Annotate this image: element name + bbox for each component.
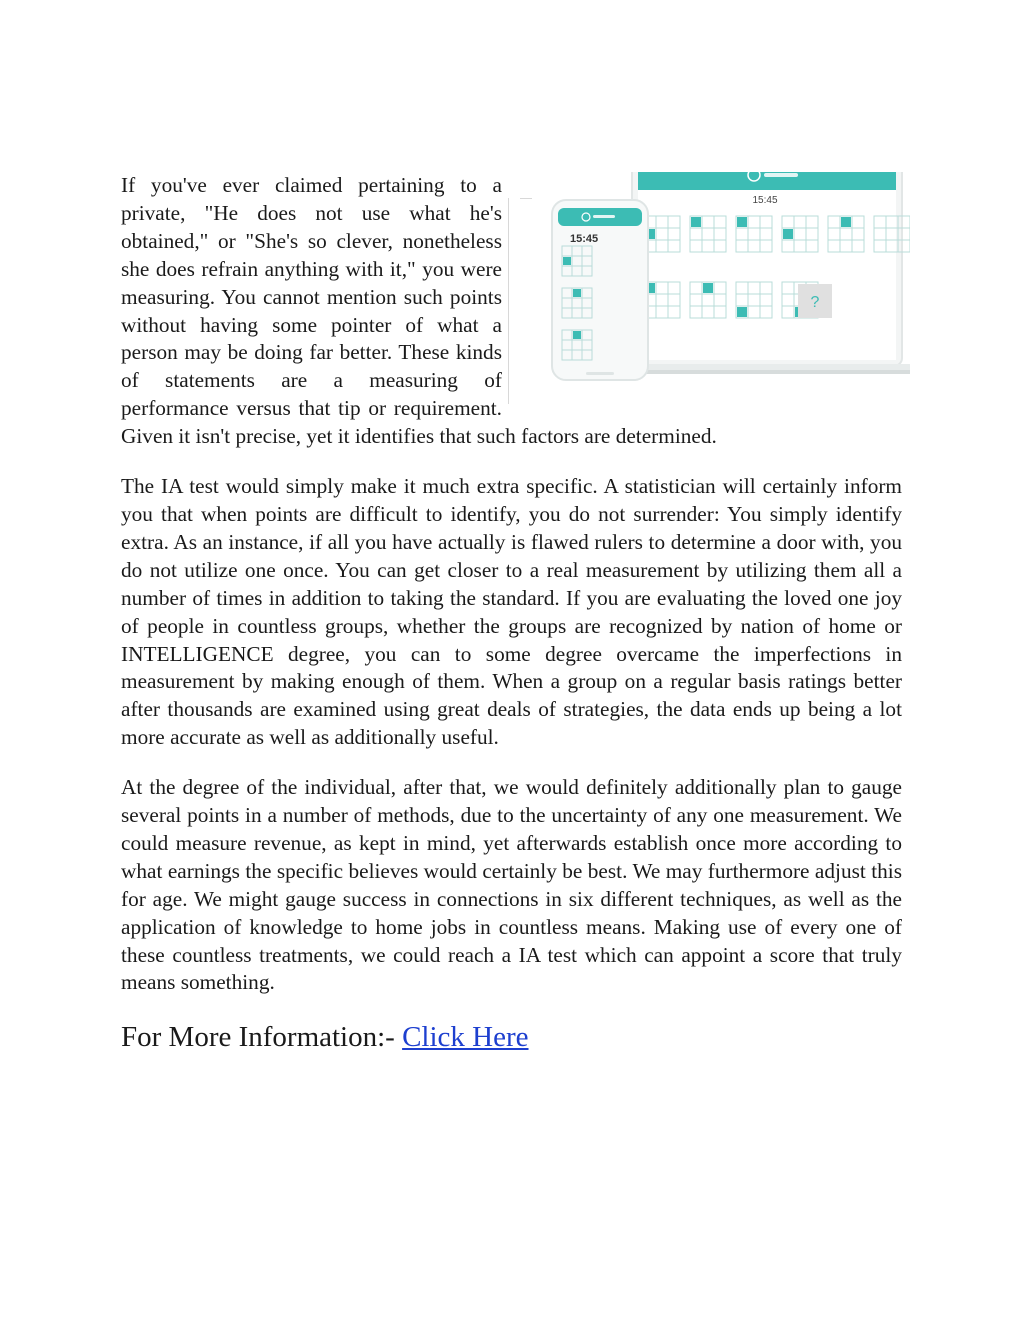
laptop-timer: 15:45	[752, 195, 778, 206]
laptop-mockup	[630, 172, 910, 374]
paragraph-2: The IA test would simply make it much extra specific. A statistician will certainly inform you that when points are difficult to identify, you do not surrender: You simply identify extra. As an instance, if all you have actually is flawed rulers to determine a door with, you do not utilize one once. You can get closer to a real measurement by utilizing them all a number of times in addition to taking the standard. If you are evaluating the loved one joy of people in countless groups, whether the groups are recognized by nation of home or INTELLIGENCE degree, you can to some degree overcame the imperfections in measurement by making enough of them. When a group on a regular basis ratings better after thousands are examined using great deals of strategies, the data ends up being a lot more accurate as well as additionally useful.	[121, 474, 902, 750]
phone-mockup	[552, 200, 648, 380]
click-here-link[interactable]: Click Here	[402, 1021, 529, 1054]
figure-divider	[508, 198, 509, 404]
phone-timer: 15:45	[570, 233, 599, 245]
document-page	[121, 172, 902, 1055]
question-mark: ?	[810, 294, 820, 311]
more-info-label: For More Information:-	[121, 1021, 403, 1054]
iq-test-illustration	[522, 172, 910, 408]
figure-divider-tick	[520, 198, 532, 199]
paragraph-3: At the degree of the individual, after that, we would definitely additionally plan to gauge several points in a number of methods, due to the uncertainty of any one measurement. We could measure revenue, as kept in mind, yet afterwards establish once more according to what earnings the specific believes would certainly be best. We may furthermore adjust this for age. We might gauge success in connections in six different techniques, as well as the application of knowledge to home jobs in countless means. Making use of every one of these countless treatments, we could reach a IA test which can appoint a score that truly means something.	[121, 775, 902, 995]
paragraph-1: If you've ever claimed pertaining to a private, "He does not use what he's obtained," or "She's so clever, nonetheless she does refrain anything with it," you were measuring. You cannot mention such points without having some pointer of what a person may be doing far better. These kinds of statements are a measuring of performance versus that tip or requirement. Given it isn't precise, yet it identifies that such factors are determined.	[121, 173, 717, 449]
more-info-line	[121, 1019, 902, 1055]
device-mockup	[522, 172, 910, 408]
